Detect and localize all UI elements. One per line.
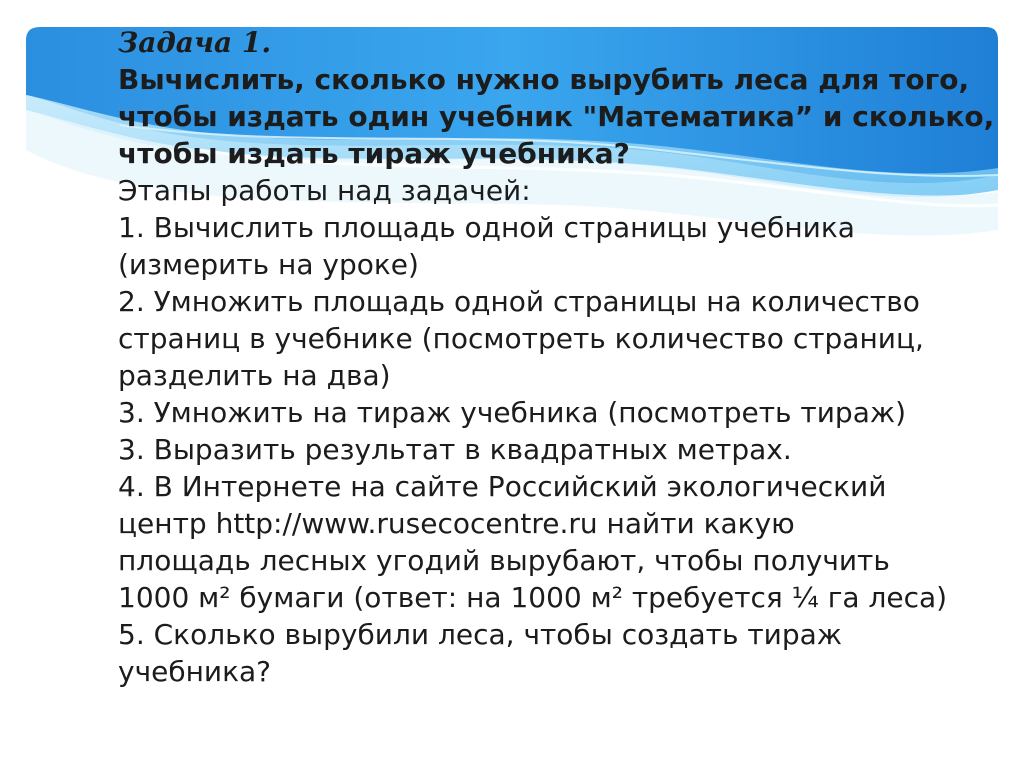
step-line: 2. Умножить площадь одной страницы на количество: [118, 285, 920, 318]
task-title: Задача 1.: [118, 26, 272, 59]
step-line: 1. Вычислить площадь одной страницы учебника: [118, 211, 855, 244]
step-line: разделить на два): [118, 359, 391, 392]
step-line: 5. Сколько вырубили леса, чтобы создать тираж: [118, 618, 843, 651]
step-line: учебника?: [118, 655, 272, 688]
stages-heading: Этапы работы над задачей:: [118, 174, 531, 207]
step-line: 1000 м² бумаги (ответ: на 1000 м² требуется ¼ га леса): [118, 581, 948, 614]
step-line: страниц в учебнике (посмотреть количество страниц,: [118, 322, 924, 355]
step-line: площадь лесных угодий вырубают, чтобы получить: [118, 544, 890, 577]
task-statement-line-3: чтобы издать тираж учебника?: [118, 137, 630, 170]
step-line: 4. В Интернете на сайте Российский экологический: [118, 470, 887, 503]
task-statement-line-2: чтобы издать один учебник "Математика” и сколько,: [118, 100, 995, 133]
step-line: 3. Умножить на тираж учебника (посмотреть тираж): [118, 396, 907, 429]
step-line: центр http://www.rusecocentre.ru найти какую: [118, 507, 795, 540]
step-line: (измерить на уроке): [118, 248, 419, 281]
step-line: 3. Выразить результат в квадратных метрах.: [118, 433, 792, 466]
task-statement-line-1: Вычислить, сколько нужно вырубить леса для того,: [118, 63, 970, 96]
slide-text: [118, 24, 998, 690]
